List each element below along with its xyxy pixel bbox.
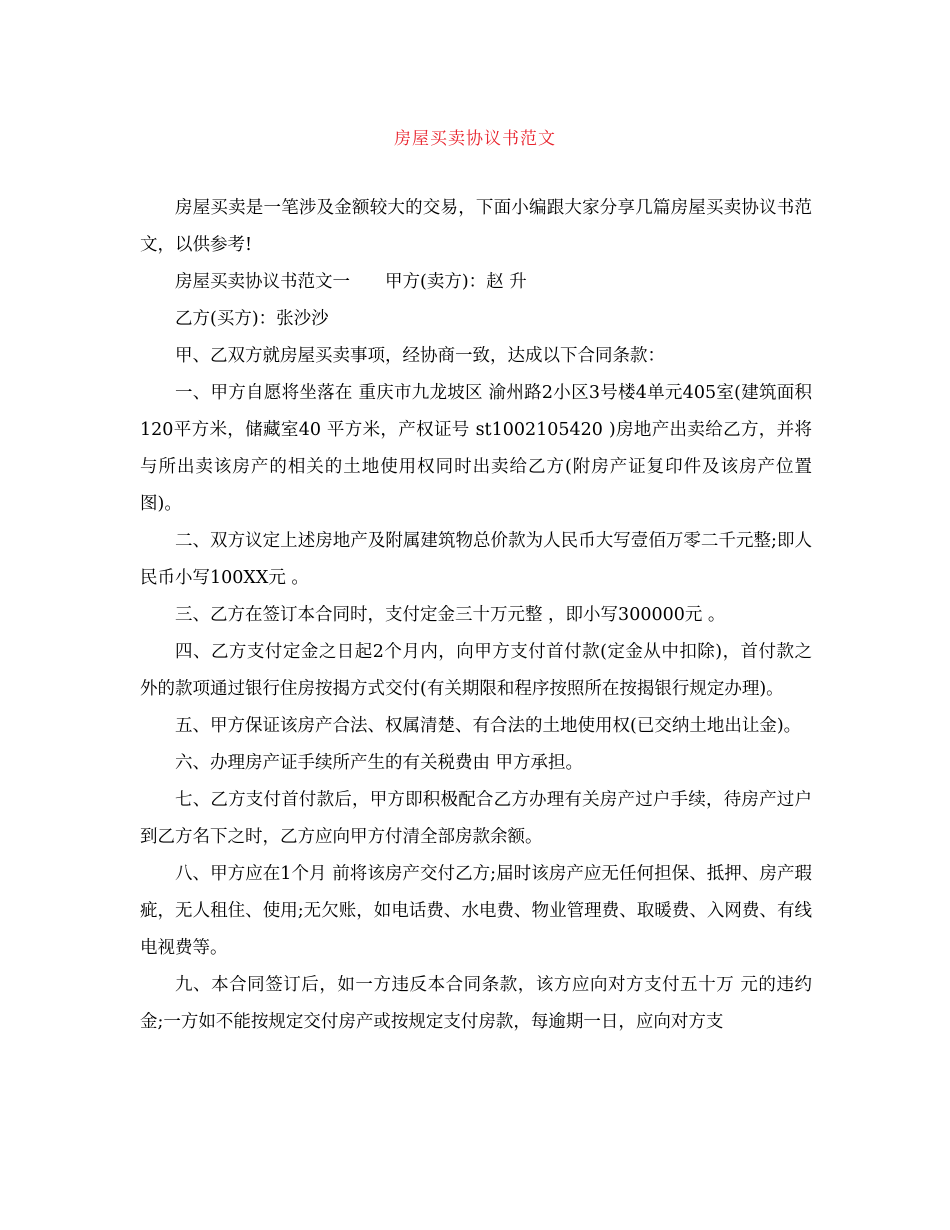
paragraph-clause-7: 七、乙方支付首付款后，甲方即积极配合乙方办理有关房产过户手续，待房产过户到乙方名下之时，乙方应向甲方付清全部房款余额。 — [140, 790, 812, 847]
paragraph-clause-9: 九、本合同签订后，如一方违反本合同条款，该方应向对方支付五十万 元的违约金;一方如不能按规定交付房产或按规定支付房款，每逾期一日，应向对方支 — [140, 975, 812, 1032]
paragraph-clause-5: 五、甲方保证该房产合法、权属清楚、有合法的土地使用权(已交纳土地出让金)。 — [175, 716, 802, 736]
document-title: 房屋买卖协议书范文 — [394, 129, 556, 149]
document-body — [140, 190, 812, 1041]
paragraph-clause-4: 四、乙方支付定金之日起2个月内，向甲方支付首付款(定金从中扣除)，首付款之外的款项通过银行住房按揭方式交付(有关期限和程序按照所在按揭银行规定办理)。 — [140, 642, 812, 699]
paragraph-buyer: 乙方(买方)：张沙沙 — [175, 309, 329, 329]
paragraph-clause-2: 二、双方议定上述房地产及附属建筑物总价款为人民币大写壹佰万零二千元整;即人民币小写100XX元 。 — [140, 531, 812, 588]
paragraph-intro: 房屋买卖是一笔涉及金额较大的交易，下面小编跟大家分享几篇房屋买卖协议书范文，以供参考! — [140, 198, 812, 255]
paragraph-clause-3: 三、乙方在签订本合同时，支付定金三十万元整 ，即小写300000元 。 — [175, 605, 726, 625]
paragraph-clause-8: 八、甲方应在1个月 前将该房产交付乙方;届时该房产应无任何担保、抵押、房产瑕疵，无人租住、使用;无欠账，如电话费、水电费、物业管理费、取暖费、入网费、有线电视费等。 — [140, 864, 812, 958]
paragraph-clause-1: 一、甲方自愿将坐落在 重庆市九龙坡区 渝州路2小区3号楼4单元405室(建筑面积120平方米，储藏室40 平方米，产权证号 st1002105420 )房地产出卖给乙方，并将与所出卖该房产的相关的土地使用权同时出卖给乙方(附房产证复印件及该房产位置图)。 — [140, 383, 812, 514]
paragraph-agreement: 甲、乙双方就房屋买卖事项，经协商一致，达成以下合同条款： — [175, 346, 665, 366]
paragraph-clause-6: 六、办理房产证手续所产生的有关税费由 甲方承担。 — [175, 753, 584, 773]
paragraph-seller: 房屋买卖协议书范文一 甲方(卖方)：赵 升 — [175, 272, 527, 292]
